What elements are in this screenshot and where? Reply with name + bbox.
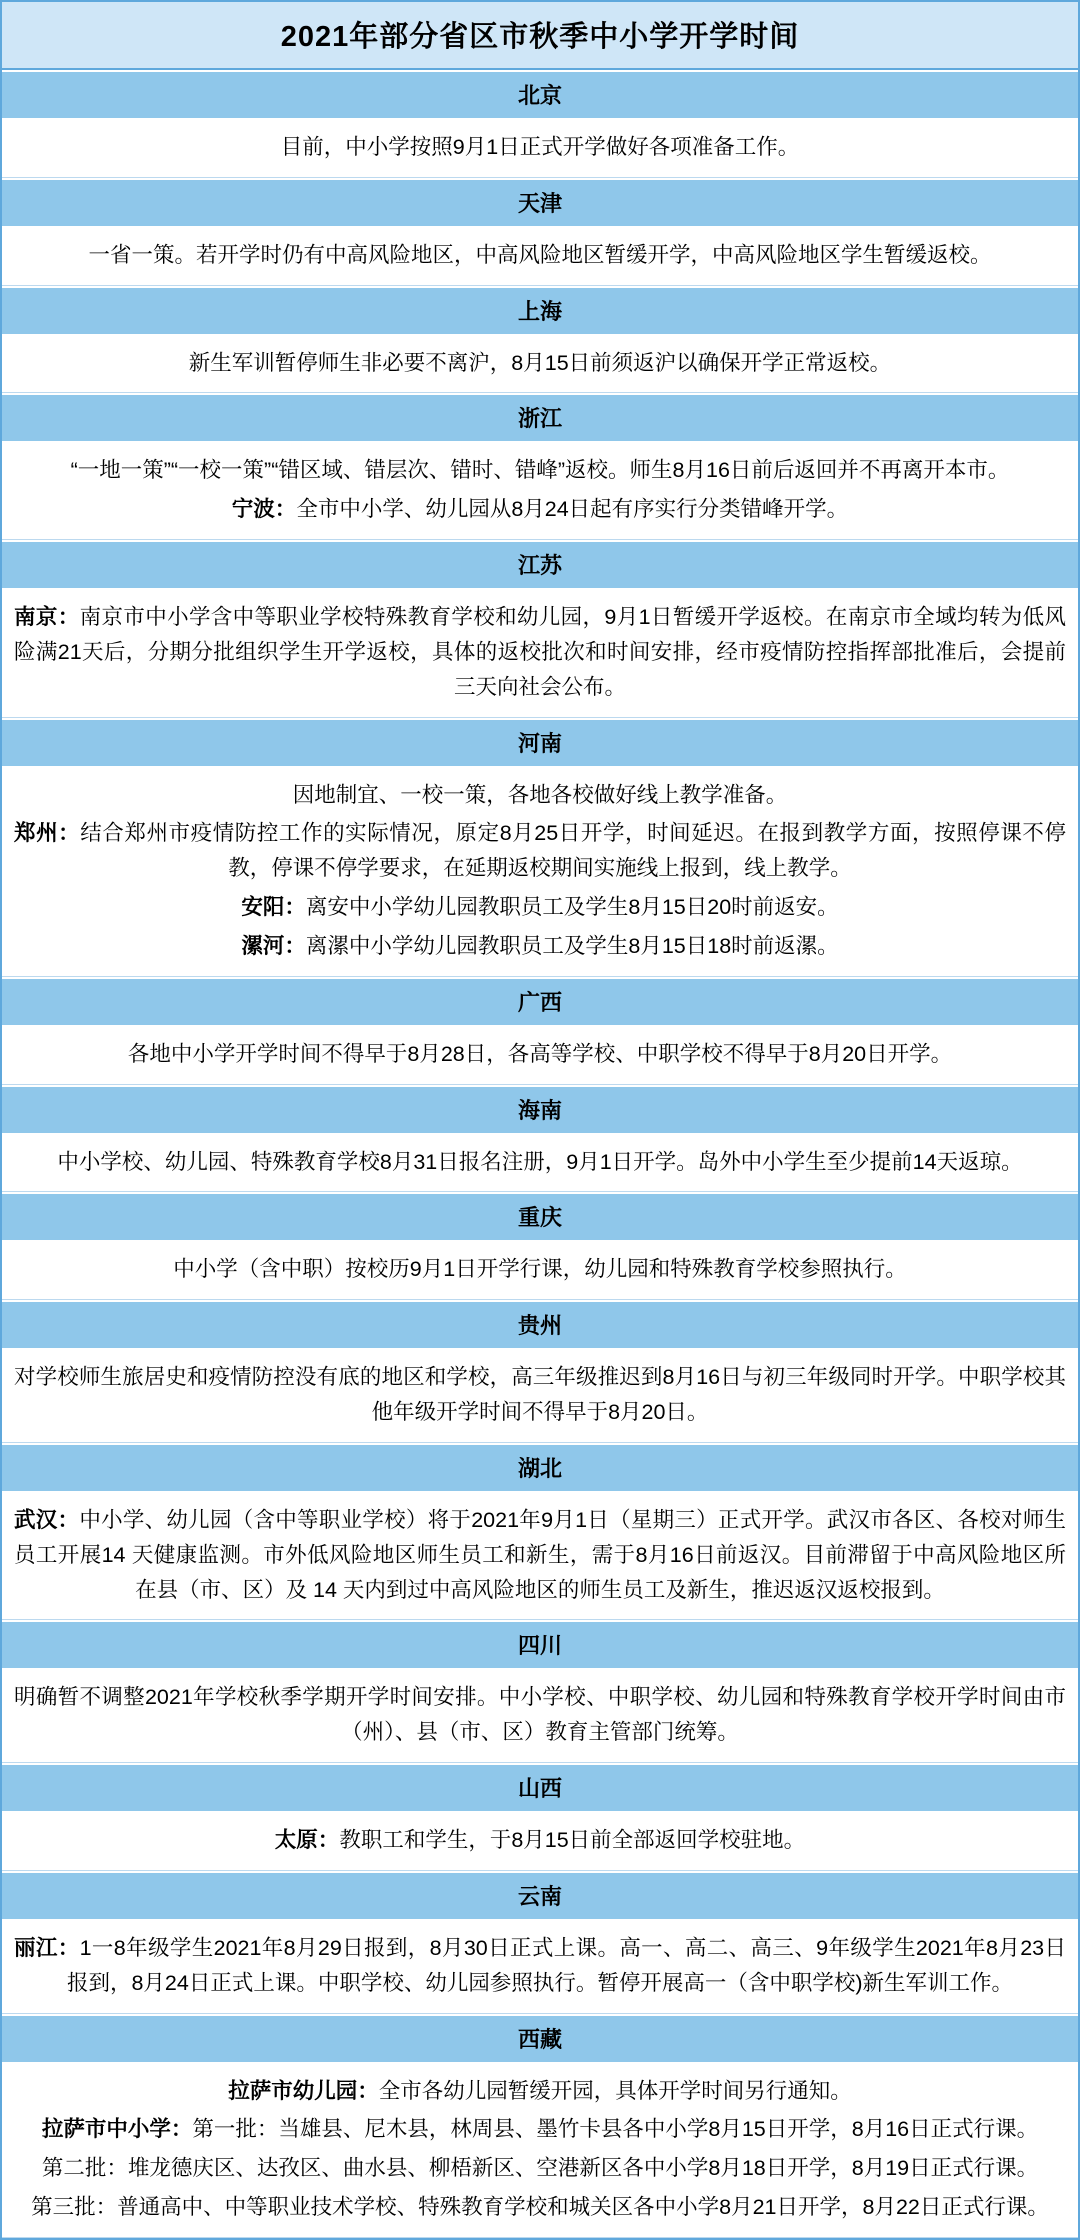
region-paragraph [14,2190,1066,2225]
region-paragraph [14,1680,1066,1750]
paragraph-text: “一地一策”“一校一策”“错区域、错层次、错时、错峰”返校。师生8月16日前后返回并不再离开本市。 [70,458,1010,483]
region-content [2,1921,1078,2014]
region-content [2,120,1078,178]
paragraph-text: 教职工和学生，于8月15日前全部返回学校驻地。 [339,1828,806,1853]
region-heading: 山西 [2,1763,1078,1813]
region-paragraph [14,1360,1066,1430]
region-content [2,1813,1078,1871]
region-content [2,1135,1078,1193]
region-paragraph [14,492,1066,527]
paragraph-text: 第一批：当雄县、尼木县，林周县、墨竹卡县各中小学8月15日开学，8月16日正式行课。 [192,2117,1039,2142]
paragraph-text: 1一8年级学生2021年8月29日报到，8月30日正式上课。高一、高二、高三、9年级学生2021年8月23日报到，8月24日正式上课。中职学校、幼儿园参照执行。暂停开展高一（含中职学校)新生军训工作。 [66,1935,1066,1995]
region-heading: 重庆 [2,1192,1078,1242]
region-content [2,2064,1078,2238]
paragraph-label: 郑州： [14,821,81,846]
region-heading: 天津 [2,178,1078,228]
region-content [2,590,1078,717]
region-heading: 贵州 [2,1300,1078,1350]
region-paragraph [14,778,1066,813]
region-heading: 湖北 [2,1443,1078,1493]
region-paragraph [14,1145,1066,1180]
paragraph-text: 对学校师生旅居史和疫情防控没有底的地区和学校，高三年级推迟到8月16日与初三年级同时开学。中职学校其他年级开学时间不得早于8月20日。 [14,1365,1066,1425]
region-heading: 四川 [2,1620,1078,1670]
paragraph-label: 太原： [274,1828,340,1853]
region-paragraph [14,929,1066,964]
region-content [2,443,1078,540]
region-paragraph [14,130,1066,165]
paragraph-text: 中小学、幼儿园（含中等职业学校）将于2021年9月1日（星期三）正式开学。武汉市各区、各校对师生员工开展14 天健康监测。市外低风险地区师生员工和新生，需于8月16日前返汉。目前滞留于中高风险地区所在县（市、区）及 14 天内到过中高风险地区的师生员工及新生，推迟返汉返校报到。 [14,1507,1066,1602]
region-content [2,1670,1078,1763]
paragraph-text: 离安中小学幼儿园教职员工及学生8月15日20时前返安。 [305,895,839,920]
region-heading: 上海 [2,286,1078,336]
paragraph-label: 宁波： [231,497,297,522]
paragraph-text: 全市各幼儿园暂缓开园，具体开学时间另行通知。 [378,2078,852,2103]
region-paragraph [14,238,1066,273]
paragraph-text: 第三批：普通高中、中等职业技术学校、特殊教育学校和城关区各中小学8月21日开学，8月22日正式行课。 [31,2195,1049,2220]
paragraph-label: 丽江： [14,1935,80,1960]
paragraph-text: 中小学（含中职）按校历9月1日开学行课，幼儿园和特殊教育学校参照执行。 [173,1257,907,1282]
region-content [2,228,1078,286]
paragraph-label: 武汉： [14,1507,80,1532]
region-content [2,768,1078,977]
region-heading: 西藏 [2,2014,1078,2064]
region-heading: 海南 [2,1085,1078,1135]
sections-root [2,70,1078,2238]
region-heading: 云南 [2,1871,1078,1921]
region-content [2,1493,1078,1620]
paragraph-text: 一省一策。若开学时仍有中高风险地区，中高风险地区暂缓开学，中高风险地区学生暂缓返校。 [88,242,992,267]
paragraph-text: 结合郑州市疫情防控工作的实际情况，原定8月25日开学，时间延迟。在报到教学方面，按照停课不停教，停课不停学要求，在延期返校期间实施线上报到，线上教学。 [80,821,1066,881]
region-content [2,1350,1078,1443]
region-heading: 北京 [2,70,1078,120]
paragraph-label: 拉萨市中小学： [41,2117,193,2142]
paragraph-text: 第二批：堆龙德庆区、达孜区、曲水县、柳梧新区、空港新区各中小学8月18日开学，8月19日正式行课。 [41,2156,1039,2181]
region-paragraph [14,1931,1066,2001]
region-content [2,1242,1078,1300]
region-paragraph [14,2112,1066,2147]
region-content [2,336,1078,394]
paragraph-text: 全市中小学、幼儿园从8月24日起有序实行分类错峰开学。 [296,497,849,522]
region-paragraph [14,453,1066,488]
page-title: 2021年部分省区市秋季中小学开学时间 [2,2,1078,70]
region-heading: 江苏 [2,540,1078,590]
region-paragraph [14,816,1066,886]
paragraph-label: 拉萨市幼儿园： [228,2078,379,2103]
paragraph-label: 安阳： [241,895,306,920]
region-paragraph [14,2151,1066,2186]
paragraph-text: 中小学校、幼儿园、特殊教育学校8月31日报名注册，9月1日开学。岛外中小学生至少提前14天返琼。 [57,1149,1023,1174]
paragraph-text: 明确暂不调整2021年学校秋季学期开学时间安排。中小学校、中职学校、幼儿园和特殊教育学校开学时间由市（州）、县（市、区）教育主管部门统筹。 [14,1685,1066,1745]
paragraph-text: 离漯中小学幼儿园教职员工及学生8月15日18时前返漯。 [305,933,839,958]
paragraph-text: 南京市中小学含中等职业学校特殊教育学校和幼儿园，9月1日暂缓开学返校。在南京市全域均转为低风险满21天后，分期分批组织学生开学返校，具体的返校批次和时间安排，经市疫情防控指挥部批准后，会提前三天向社会公布。 [14,605,1066,699]
region-content [2,1027,1078,1085]
paragraph-text: 因地制宜、一校一策，各地各校做好线上教学准备。 [292,782,788,807]
region-paragraph [14,346,1066,381]
region-paragraph [14,1037,1066,1072]
region-heading: 广西 [2,977,1078,1027]
paragraph-label: 漯河： [241,933,306,958]
region-paragraph [14,890,1066,925]
paragraph-text: 新生军训暂停师生非必要不离沪，8月15日前须返沪以确保开学正常返校。 [188,350,892,375]
region-paragraph [14,1823,1066,1858]
region-heading: 浙江 [2,393,1078,443]
paragraph-label: 南京： [14,605,80,630]
region-paragraph [14,600,1066,704]
paragraph-text: 目前，中小学按照9月1日正式开学做好各项准备工作。 [280,135,800,159]
region-heading: 河南 [2,718,1078,768]
region-paragraph [14,1503,1066,1607]
paragraph-text: 各地中小学开学时间不得早于8月28日，各高等学校、中职学校不得早于8月20日开学。 [127,1041,953,1066]
region-paragraph [14,1252,1066,1287]
region-paragraph [14,2074,1066,2109]
